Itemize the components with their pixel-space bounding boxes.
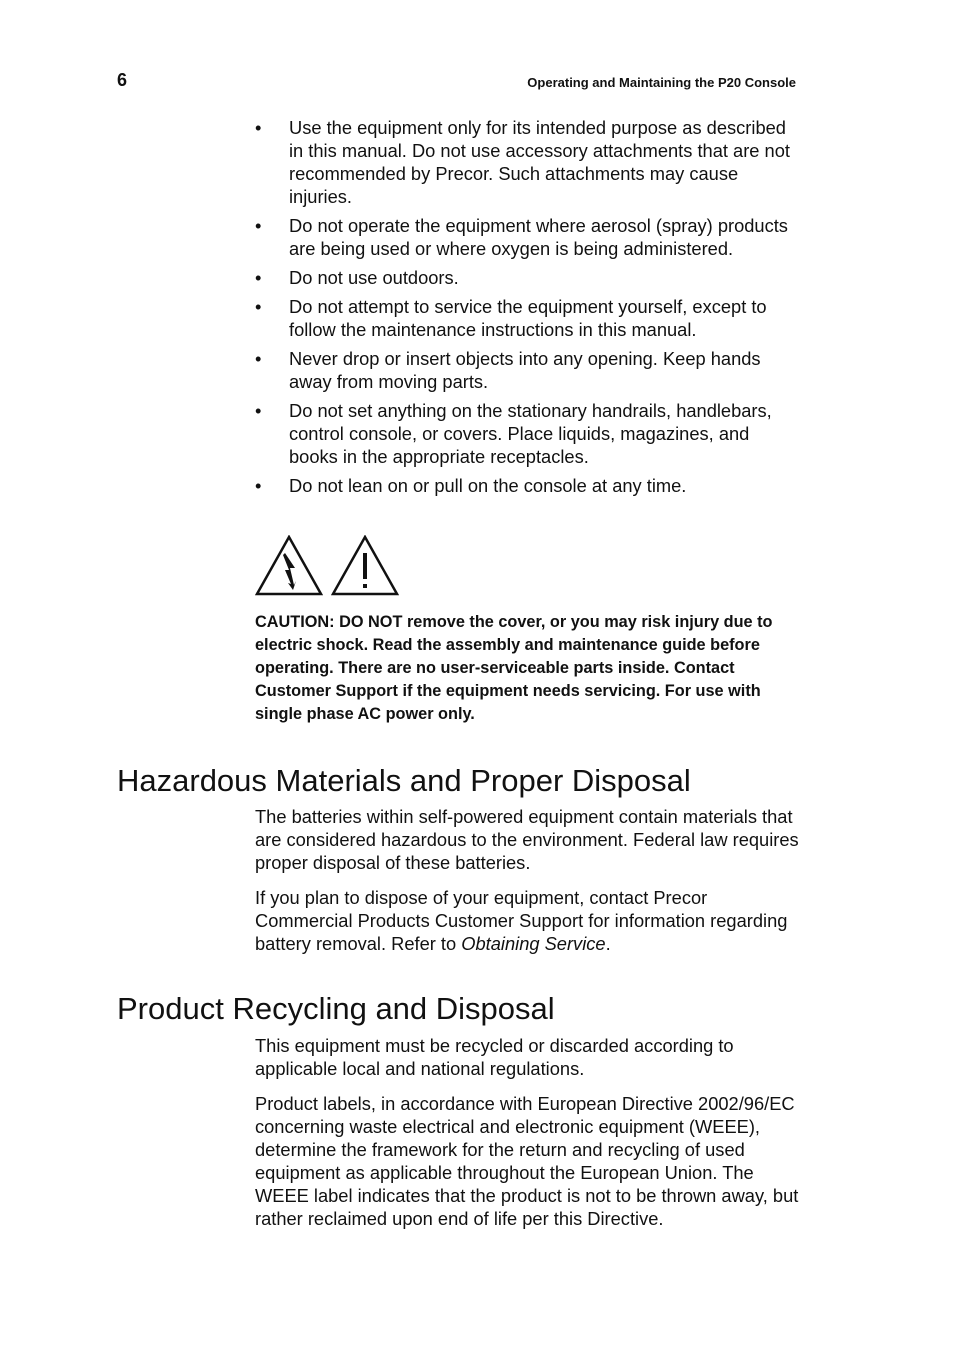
product-recycling-body (255, 1034, 800, 1230)
list-item: • Do not operate the equipment where aerosol (spray) products are being used or where oxygen is being administered. (255, 214, 800, 260)
paragraph-text: . (605, 933, 611, 954)
caution-lead: CAUTION: DO NOT (255, 613, 403, 631)
cross-reference: Obtaining Service (461, 933, 606, 954)
list-item: • Do not use outdoors. (255, 266, 800, 289)
list-item: • Use the equipment only for its intended purpose as described in this manual. Do not use accessory attachments that are not recommended by Precor. Such attachments may cause injuries. (255, 116, 800, 208)
general-warning-icon (331, 535, 399, 596)
caution-notice (255, 611, 800, 726)
electric-shock-warning-icon (255, 535, 323, 596)
list-item: • Never drop or insert objects into any opening. Keep hands away from moving parts. (255, 347, 800, 393)
product-recycling-heading: Product Recycling and Disposal (117, 991, 555, 1026)
warning-icons (255, 535, 399, 596)
caution-text: remove the cover, or you may risk injury due to electric shock. Read the assembly and maintenance guide before operating. There are no user-serviceable parts inside. Contact Customer Support if the equipment needs servicing. For use with single phase AC power only. (255, 613, 773, 723)
running-header: Operating and Maintaining the P20 Console (527, 75, 796, 90)
paragraph: Product labels, in accordance with European Directive 2002/96/EC concerning waste electrical and electronic equipment (WEEE), determine the framework for the return and recycling of used equipment as applicable throughout the European Union. The WEEE label indicates that the product is not to be thrown away, but rather reclaimed upon end of life per this Directive. (255, 1093, 799, 1229)
paragraph: The batteries within self-powered equipment contain materials that are considered hazardous to the environment. Federal law requires proper disposal of these batteries. (255, 806, 799, 873)
hazardous-materials-body (255, 805, 800, 955)
list-item: • Do not lean on or pull on the console at any time. (255, 474, 800, 497)
list-item: • Do not attempt to service the equipment yourself, except to follow the maintenance instructions in this manual. (255, 295, 800, 341)
hazardous-materials-heading: Hazardous Materials and Proper Disposal (117, 763, 691, 798)
page-number: 6 (117, 70, 128, 90)
list-item: • Do not set anything on the stationary handrails, handlebars, control console, or covers. Place liquids, magazines, and books in the appropriate receptacles. (255, 399, 800, 468)
paragraph-text: If you plan to dispose of your equipment, contact Precor Commercial Products Customer Support for information regarding battery removal. Refer to (255, 887, 788, 954)
paragraph: This equipment must be recycled or discarded according to applicable local and national regulations. (255, 1035, 734, 1079)
safety-instructions-list (255, 116, 800, 503)
paragraph (255, 886, 800, 955)
